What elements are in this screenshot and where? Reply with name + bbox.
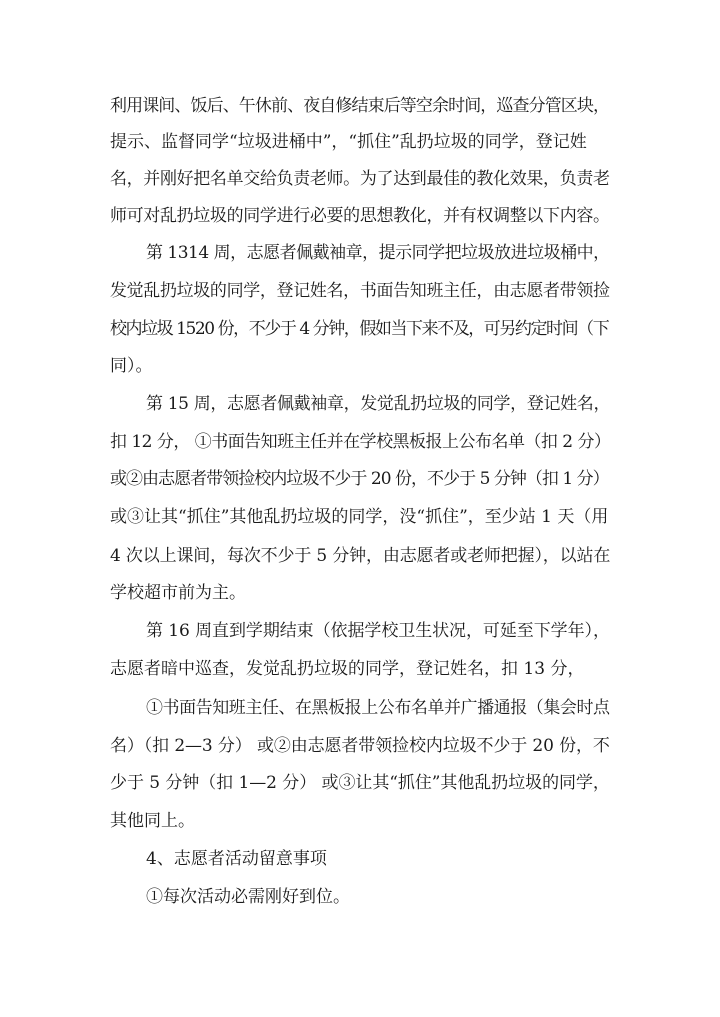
text-line: 名）（扣 2—3 分） 或②由志愿者带领捡校内垃圾不少于 20 份，不	[110, 736, 610, 756]
text-line: 第 1314 周，志愿者佩戴袖章，提示同学把垃圾放进垃圾桶中，	[146, 243, 610, 263]
text-line: 名，并刚好把名单交给负责老师。为了达到最佳的教化效果，负责老	[110, 169, 610, 189]
text-line: 提示、监督同学“垃圾进桶中”，“抓住”乱扔垃圾的同学，登记姓	[110, 132, 587, 152]
text-line: 扣 12 分， ①书面告知班主任并在学校黑板报上公布名单（扣 2 分）	[110, 432, 611, 452]
text-line: 少于 5 分钟（扣 1—2 分） 或③让其“抓住”其他乱扔垃圾的同学，	[110, 773, 610, 793]
text-line: 校内垃圾 1520 份，不少于 4 分钟，假如当下来不及，可另约定时间（下	[110, 319, 609, 339]
text-line: 发觉乱扔垃圾的同学，登记姓名，书面告知班主任，由志愿者带领捡	[110, 281, 610, 301]
text-line: 利用课间、饭后、午休前、夜自修结束后等空余时间，巡查分管区块，	[110, 96, 610, 116]
text-line: 同）。	[110, 356, 153, 376]
text-line: 师可对乱扔垃圾的同学进行必要的思想教化，并有权调整以下内容。	[110, 206, 610, 226]
text-line: 志愿者暗中巡查，发觉乱扔垃圾的同学，登记姓名，扣 13 分，	[110, 659, 585, 679]
text-line: 或③让其“抓住”其他乱扔垃圾的同学，没“抓住”，至少站 1 天（用	[110, 507, 609, 527]
text-line: 4 次以上课间，每次不少于 5 分钟，由志愿者或老师把握），以站在	[110, 546, 611, 566]
text-line: ①书面告知班主任、在黑板报上公布名单并广播通报（集会时点	[146, 698, 610, 718]
section-heading: 4、志愿者活动留意事项	[146, 849, 327, 869]
text-line: 第 16 周直到学期结束（依据学校卫生状况，可延至下学年），	[146, 621, 610, 641]
text-line: 第 15 周，志愿者佩戴袖章，发觉乱扔垃圾的同学，登记姓名，	[146, 394, 611, 414]
text-line: 其他同上。	[110, 811, 195, 831]
text-line: 或②由志愿者带领捡校内垃圾不少于 20 份，不少于 5 分钟（扣 1 分）	[110, 469, 609, 489]
text-line: ①每次活动必需刚好到位。	[146, 887, 350, 907]
text-line: 学校超市前为主。	[110, 583, 246, 603]
